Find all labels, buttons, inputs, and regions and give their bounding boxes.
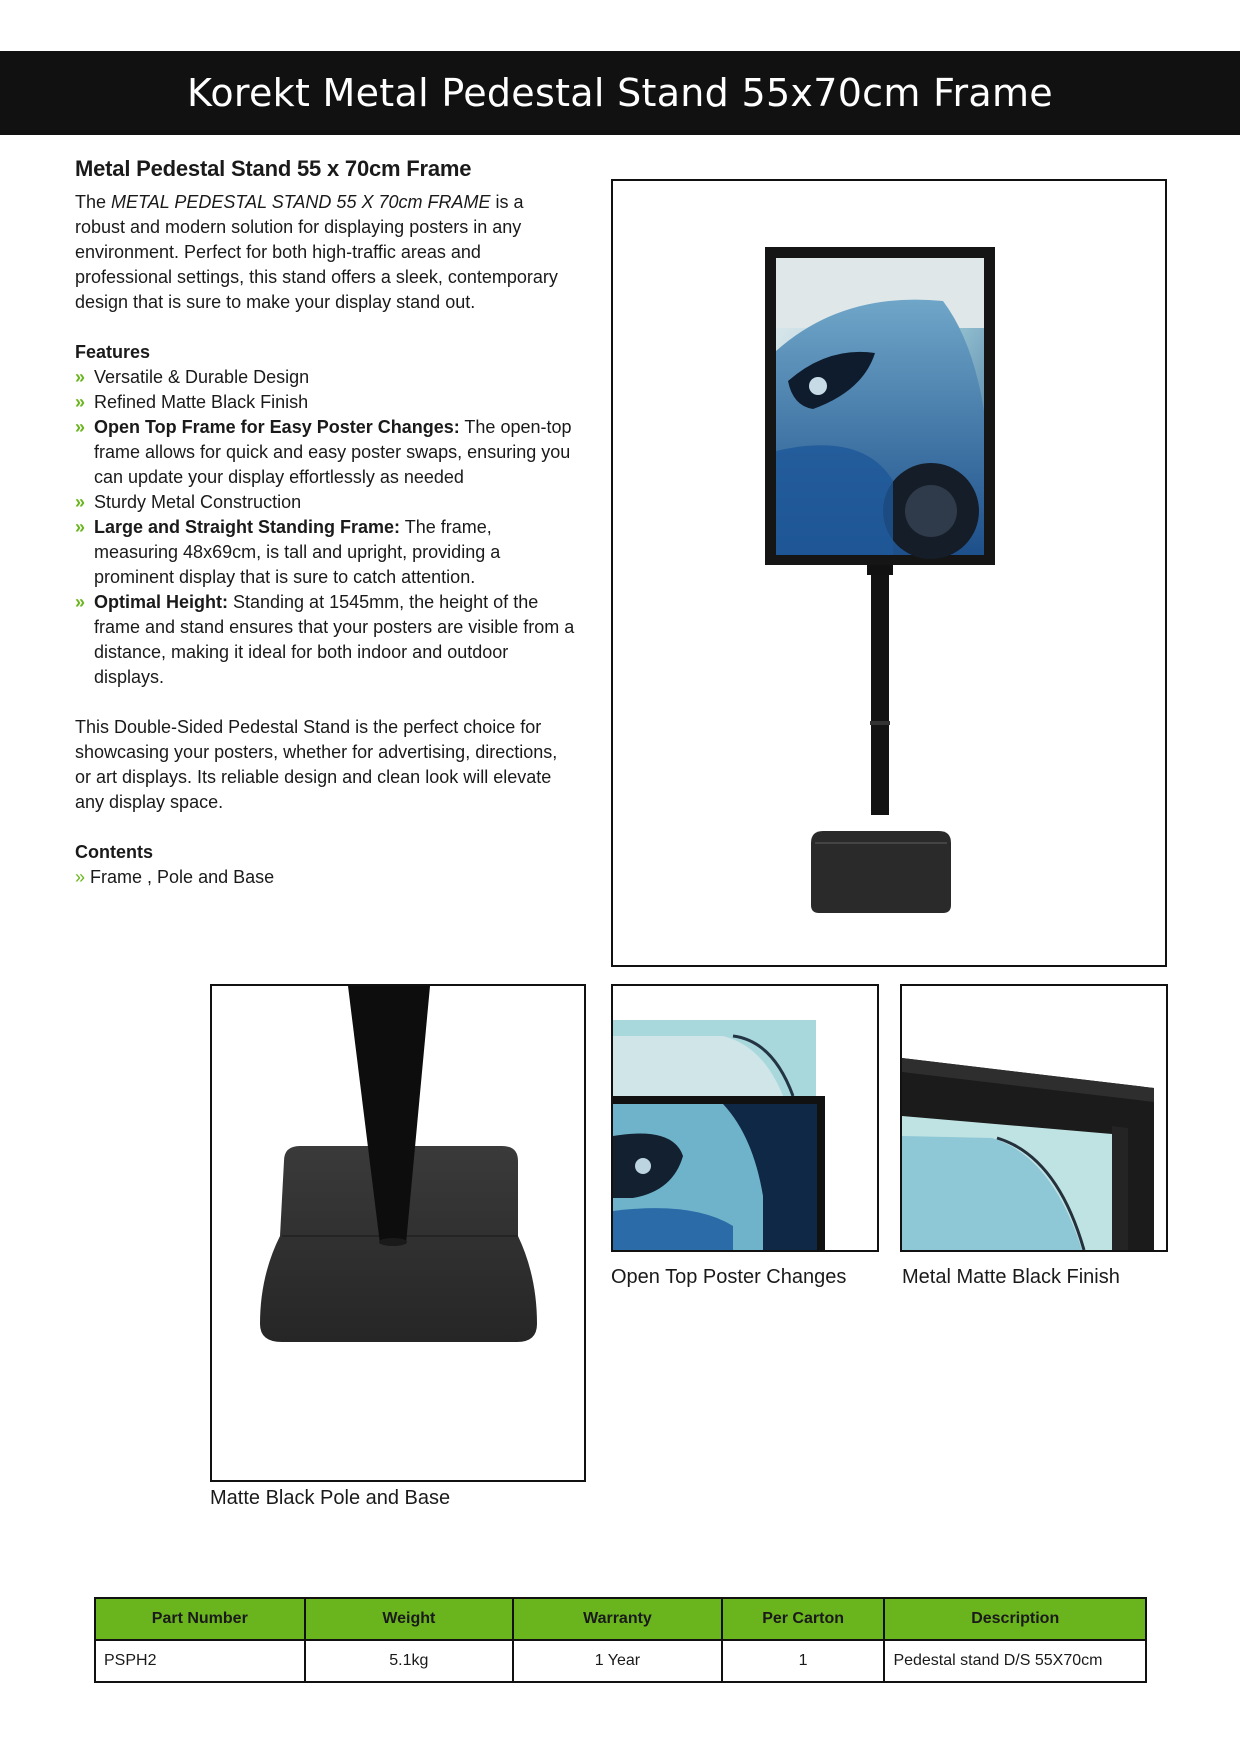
open-top-illustration: [613, 986, 877, 1250]
contents-item: [75, 865, 575, 890]
header-description: Description: [884, 1598, 1146, 1640]
header-weight: Weight: [305, 1598, 514, 1640]
caption-finish: Metal Matte Black Finish: [902, 1266, 1120, 1288]
feature-text: Refined Matte Black Finish: [94, 392, 309, 412]
feature-text: Sturdy Metal Construction: [94, 492, 302, 512]
intro-text-before: The: [75, 192, 112, 212]
feature-item: [75, 415, 575, 490]
contents-text: Frame , Pole and Base: [90, 867, 275, 887]
feature-text: The open-top frame allows for quick and easy poster swaps, ensuring you can update your display effortlessly as needed: [94, 417, 572, 487]
feature-item: [75, 390, 575, 415]
bullet-marker: »: [75, 517, 86, 537]
caption-base: Matte Black Pole and Base: [210, 1487, 451, 1509]
bullet-marker: »: [75, 417, 86, 437]
feature-item: [75, 590, 575, 690]
feature-item: [75, 365, 575, 390]
intro-product-name: METAL PEDESTAL STAND 55 X 70cm FRAME: [111, 192, 491, 212]
base-closeup-image: [210, 984, 586, 1482]
feature-text: The frame, measuring 48x69cm, is tall and upright, providing a prominent display that is sure to catch attention.: [94, 517, 501, 587]
page-title: Korekt Metal Pedestal Stand 55x70cm Frame: [0, 51, 1240, 135]
intro-text-after: is a robust and modern solution for displaying posters in any environment. Perfect for both high-traffic areas and professional settings, this stand offers a sleek, contemporary design that is sure to make your display stand out.: [75, 192, 558, 312]
base-illustration: [212, 986, 584, 1480]
cell-weight: 5.1kg: [305, 1640, 514, 1682]
features-heading: Features: [75, 342, 151, 362]
caption-open-top: Open Top Poster Changes: [611, 1266, 847, 1288]
header-warranty: Warranty: [513, 1598, 722, 1640]
bullet-marker: »: [75, 392, 86, 412]
spec-header-row: [95, 1598, 1146, 1640]
bullet-marker: »: [75, 367, 86, 387]
matte-finish-illustration: [902, 986, 1166, 1250]
feature-bold: Open Top Frame for Easy Poster Changes:: [94, 417, 460, 437]
cell-per-carton: 1: [722, 1640, 885, 1682]
bullet-marker: »: [75, 592, 86, 612]
bullet-marker: »: [75, 492, 86, 512]
spec-table: [94, 1597, 1147, 1683]
feature-bold: Large and Straight Standing Frame:: [94, 517, 401, 537]
cell-warranty: 1 Year: [513, 1640, 722, 1682]
feature-item: [75, 515, 575, 590]
feature-text: Versatile & Durable Design: [94, 367, 310, 387]
intro-paragraph: [75, 190, 575, 315]
pedestal-stand-illustration: [613, 181, 1165, 965]
main-product-image: [611, 179, 1167, 967]
features-list: [75, 365, 575, 690]
table-row: [95, 1640, 1146, 1682]
bullet-marker: »: [75, 867, 86, 887]
feature-item: [75, 490, 575, 515]
header-part-number: Part Number: [95, 1598, 305, 1640]
matte-finish-image: [900, 984, 1168, 1252]
product-description: [75, 154, 575, 890]
header-per-carton: Per Carton: [722, 1598, 885, 1640]
open-top-image: [611, 984, 879, 1252]
contents-heading: Contents: [75, 842, 153, 862]
feature-text: Standing at 1545mm, the height of the frame and stand ensures that your posters are visible from a distance, making it ideal for both indoor and outdoor displays.: [94, 592, 575, 687]
product-heading: Metal Pedestal Stand 55 x 70cm Frame: [75, 156, 472, 181]
feature-bold: Optimal Height:: [94, 592, 228, 612]
cell-description: Pedestal stand D/S 55X70cm: [884, 1640, 1146, 1682]
summary-paragraph: This Double-Sided Pedestal Stand is the perfect choice for showcasing your posters, whether for advertising, directions, or art displays. Its reliable design and clean look will elevate any display space.: [75, 717, 558, 812]
cell-part-number: PSPH2: [95, 1640, 305, 1682]
